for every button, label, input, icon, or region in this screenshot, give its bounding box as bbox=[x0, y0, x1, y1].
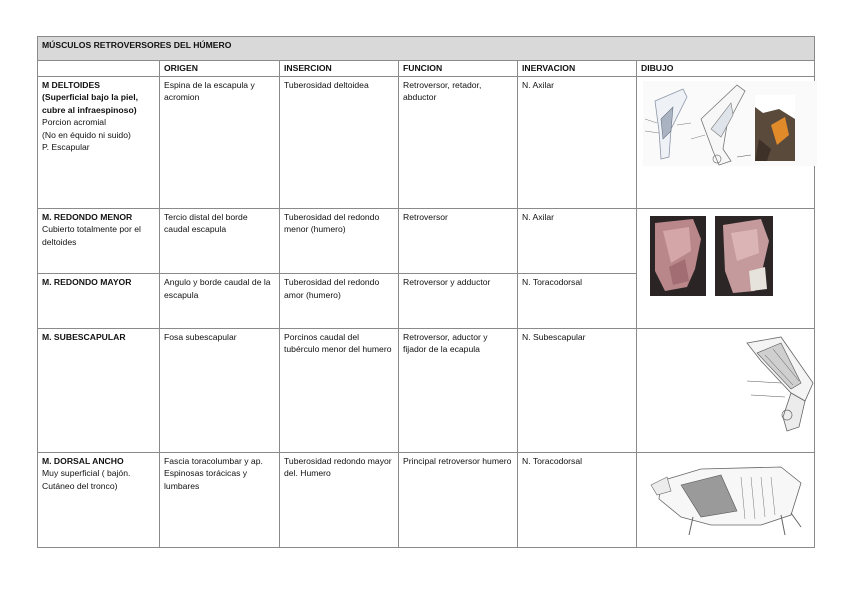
muscle-cell bbox=[38, 274, 160, 328]
insercion-cell: Tuberosidad del redondo amor (humero) bbox=[280, 274, 399, 328]
drawing-cell bbox=[637, 452, 815, 547]
header-muscle bbox=[38, 61, 160, 77]
funcion-cell: Retroversor, aductor y fijador de la ecapula bbox=[399, 328, 518, 452]
header-funcion: FUNCION bbox=[399, 61, 518, 77]
inervacion-cell: N. Toracodorsal bbox=[518, 452, 637, 547]
muscles-table bbox=[37, 36, 815, 548]
muscle-name: M DELTOIDES bbox=[42, 79, 100, 90]
inervacion-cell: N. Axilar bbox=[518, 208, 637, 274]
redondo-drawing bbox=[641, 211, 819, 326]
header-insercion: INSERCION bbox=[280, 61, 399, 77]
muscle-cell bbox=[38, 76, 160, 208]
funcion-cell: Retroversor bbox=[399, 208, 518, 274]
muscle-name: M. REDONDO MENOR bbox=[42, 211, 133, 222]
muscle-note: (No en équido ni suido) bbox=[42, 129, 131, 140]
inervacion-cell: N. Axilar bbox=[518, 76, 637, 208]
muscle-note: Cubierto totalmente por el deltoides bbox=[42, 224, 141, 247]
table-row bbox=[38, 328, 815, 452]
muscle-note: Muy superficial ( bajón. Cutáneo del tronco) bbox=[42, 468, 131, 491]
table-title: MÚSCULOS RETROVERSORES DEL HÚMERO bbox=[38, 37, 815, 61]
inervacion-cell: N. Toracodorsal bbox=[518, 274, 637, 328]
drawing-cell bbox=[637, 208, 815, 328]
insercion-cell: Tuberosidad deltoidea bbox=[280, 76, 399, 208]
funcion-cell: Principal retroversor humero bbox=[399, 452, 518, 547]
drawing-cell bbox=[637, 76, 815, 208]
origen-cell: Espina de la escapula y acromion bbox=[160, 76, 280, 208]
header-row bbox=[38, 61, 815, 77]
inervacion-cell: N. Subescapular bbox=[518, 328, 637, 452]
origen-cell: Tercio distal del borde caudal escapula bbox=[160, 208, 280, 274]
deltoid-drawing bbox=[641, 79, 819, 206]
table-row bbox=[38, 208, 815, 274]
origen-cell: Fosa subescapular bbox=[160, 328, 280, 452]
muscle-note: P. Escapular bbox=[42, 142, 90, 152]
header-dibujo: DIBUJO bbox=[637, 61, 815, 77]
table-row bbox=[38, 452, 815, 547]
muscle-name: M. REDONDO MAYOR bbox=[42, 277, 132, 288]
insercion-cell: Porcinos caudal del tubérculo menor del humero bbox=[280, 328, 399, 452]
funcion-cell: Retroversor, retador, abductor bbox=[399, 76, 518, 208]
insercion-cell: Tuberosidad del redondo menor (humero) bbox=[280, 208, 399, 274]
funcion-cell: Retroversor y adductor bbox=[399, 274, 518, 328]
header-origen: ORIGEN bbox=[160, 61, 280, 77]
dorsal-ancho-drawing bbox=[641, 455, 819, 545]
subescapular-drawing bbox=[641, 331, 819, 450]
muscle-note: Porcion acromial bbox=[42, 117, 106, 127]
muscle-cell bbox=[38, 452, 160, 547]
muscle-name: M. DORSAL ANCHO bbox=[42, 455, 124, 466]
muscle-cell bbox=[38, 208, 160, 274]
muscle-subtitle: (Superficial bajo la piel, cubre al infraespinoso) bbox=[42, 92, 138, 115]
table-row bbox=[38, 76, 815, 208]
muscle-name: M. SUBESCAPULAR bbox=[42, 331, 126, 342]
header-inervacion: INERVACION bbox=[518, 61, 637, 77]
origen-cell: Fascia toracolumbar y ap. Espinosas torácicas y lumbares bbox=[160, 452, 280, 547]
origen-cell: Angulo y borde caudal de la escapula bbox=[160, 274, 280, 328]
insercion-cell: Tuberosidad redondo mayor del. Humero bbox=[280, 452, 399, 547]
muscle-cell bbox=[38, 328, 160, 452]
drawing-cell bbox=[637, 328, 815, 452]
